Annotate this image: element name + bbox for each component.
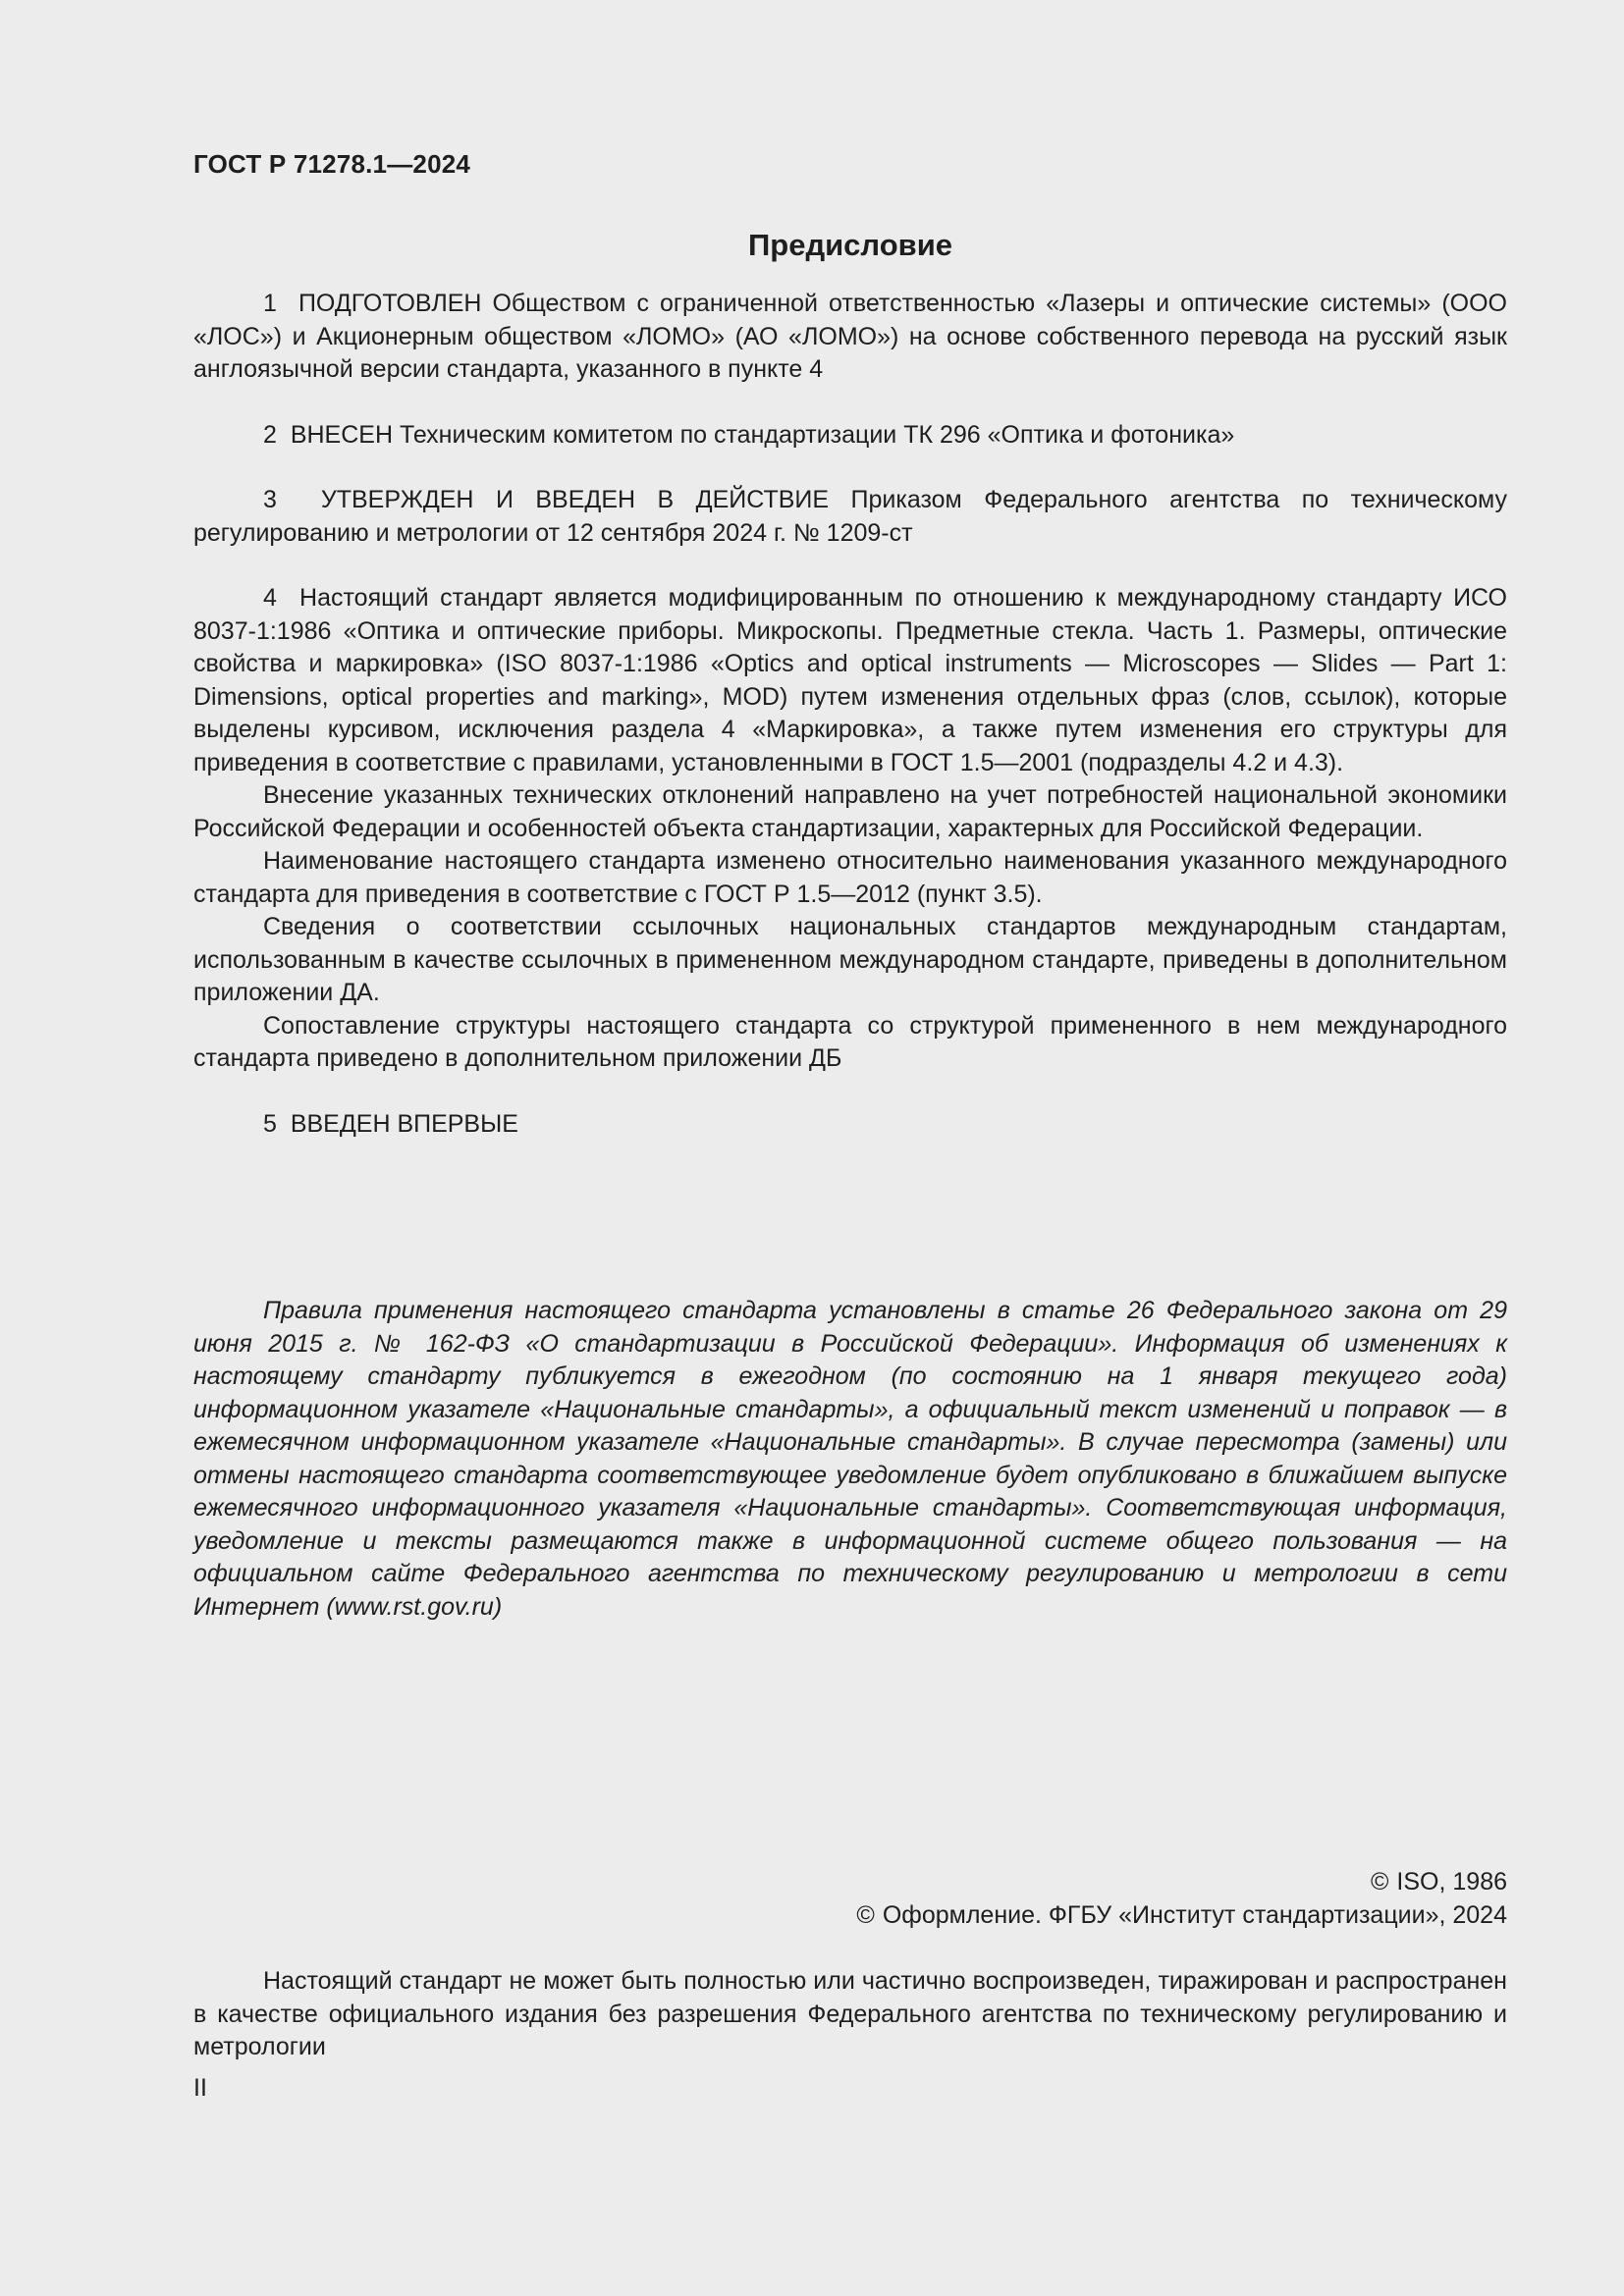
item-text: Настоящий стандарт является модифицированным по отношению к международному стандарту ИСО 8037-1:1986 «Оптика и оптические приборы. Микроскопы. Предметные стекла. Часть 1. Размеры, оптические свойства и маркировка» (ISO 8037-1:1986 «Optics and optical instruments — Microscopes — Slides — Part 1: Dimensions, optical properties and marking», MOD) путем изменения отдельных фраз (слов, ссылок), которые выделены курсивом, исключения раздела 4 «Маркировка», а также путем изменения его структуры для приведения в соответствие с правилами, установленными в ГОСТ 1.5—2001 (подразделы 4.2 и 4.3). (193, 584, 1507, 776)
copyright-symbol: © (1371, 1868, 1389, 1896)
foreword-item-2 (193, 419, 1507, 453)
item-number: 4 (263, 584, 277, 612)
item-number: 5 (263, 1109, 277, 1138)
foreword-paragraph: Внесение указанных технических отклонений направлено на учет потребностей национальной экономики Российской Федерации и особенностей объекта стандартизации, характерных для Российской Федерации. (193, 781, 1507, 842)
foreword-item-5 (193, 1108, 1507, 1142)
rules-notice-block (193, 1295, 1507, 1624)
item-text: ВНЕСЕН Техническим комитетом по стандартизации ТК 296 «Оптика и фотоника» (290, 420, 1235, 449)
item-number: 1 (263, 290, 277, 317)
rules-notice: Правила применения настоящего стандарта установлены в статье 26 Федерального закона от 29 июня 2015 г. № 162-ФЗ «О стандартизации в Российской Федерации». Информация об изменениях к настоящему стандарту публикуется в ежегодном (по состоянию на 1 января текущего года) информационном указателе «Национальные стандарты», а официальный текст изменений и поправок — в ежемесячном информационном указателе «Национальные стандарты». В случае пересмотра (замены) или отмены настоящего стандарта соответствующее уведомление будет опубликовано в ближайшем выпуске ежемесячного информационного указателя «Национальные стандарты». Соответствующая информация, уведомление и тексты размещаются также в информационной системе общего пользования — на официальном сайте Федерального агентства по техническому регулированию и метрологии в сети Интернет (www.rst.gov.ru) (193, 1297, 1507, 1621)
foreword-item-4 (193, 582, 1507, 779)
item-text: ВВЕДЕН ВПЕРВЫЕ (290, 1109, 518, 1138)
foreword-items (193, 288, 1507, 1141)
foreword-paragraph: Сведения о соответствии ссылочных национальных стандартов международным стандартам, использованным в качестве ссылочных в примененном международном стандарте, приведены в дополнительном приложении ДА. (193, 913, 1507, 1006)
page-number: II (193, 2074, 207, 2102)
page-title: Предисловие (747, 228, 952, 262)
copyright-line (856, 1866, 1507, 1899)
foreword-paragraph: Наименование настоящего стандарта изменено относительно наименования указанного международного стандарта для приведения в соответствие с ГОСТ Р 1.5—2012 (пункт 3.5). (193, 847, 1507, 908)
copyright-symbol: © (856, 1900, 875, 1929)
copyright-text: ISO, 1986 (1396, 1868, 1507, 1896)
foreword-item-3 (193, 484, 1507, 550)
standard-designation: ГОСТ Р 71278.1—2024 (193, 149, 471, 179)
item-text: ПОДГОТОВЛЕН Обществом с ограниченной ответственностью «Лазеры и оптические системы» (ООО «ЛОС») и Акционерным обществом «ЛОМО» (АО «ЛОМО») на основе собственного перевода на русский язык англоязычной версии стандарта, указанного в пункте 4 (193, 290, 1507, 383)
foreword-item-1 (193, 288, 1507, 387)
item-number: 3 (263, 486, 277, 513)
copyright-text: Оформление. ФГБУ «Институт стандартизации», 2024 (882, 1900, 1507, 1929)
reproduction-notice-block (193, 1965, 1507, 2064)
foreword-paragraph: Сопоставление структуры настоящего стандарта со структурой примененного в нем международного стандарта приведено в дополнительном приложении ДБ (193, 1011, 1507, 1072)
reproduction-notice: Настоящий стандарт не может быть полностью или частично воспроизведен, тиражирован и распространен в качестве официального издания без разрешения Федерального агентства по техническому регулированию и метрологии (193, 1967, 1507, 2060)
copyright-line (856, 1899, 1507, 1933)
copyright-block (856, 1866, 1507, 1932)
item-number: 2 (263, 420, 277, 449)
item-text: УТВЕРЖДЕН И ВВЕДЕН В ДЕЙСТВИЕ Приказом Федерального агентства по техническому регулированию и метрологии от 12 сентября 2024 г. № 1209-ст (193, 486, 1507, 547)
